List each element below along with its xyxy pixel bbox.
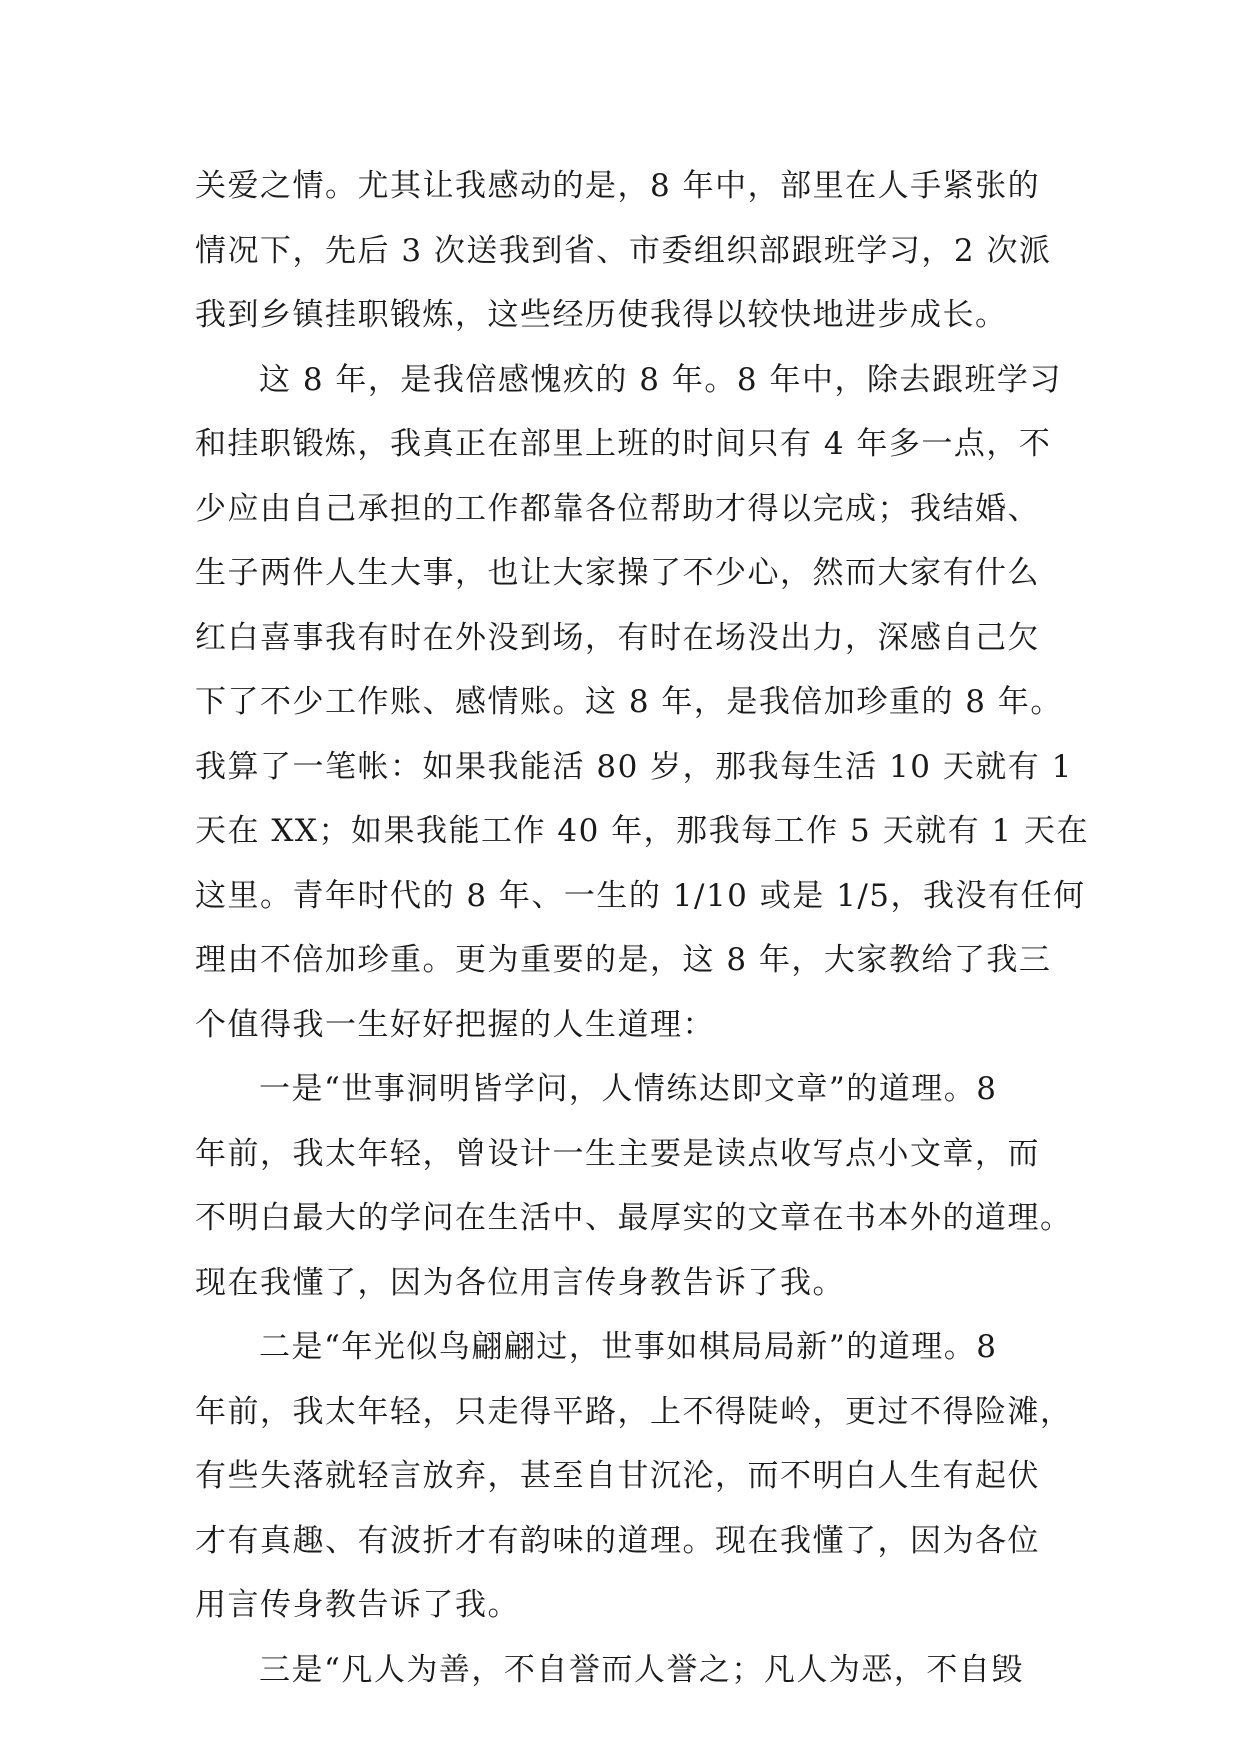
- text-line: 关爱之情。尤其让我感动的是，8 年中，部里在人手紧张的: [195, 168, 1041, 204]
- text-line: 红白喜事我有时在外没到场，有时在场没出力，深感自己欠: [195, 619, 1040, 656]
- body-text: [195, 154, 1090, 1702]
- text-line: 情况下，先后 3 次送我到省、市委组织部跟班学习，2 次派: [195, 232, 1052, 269]
- text-line: 年前，我太年轻，曾设计一生主要是读点收写点小文章，而: [195, 1135, 1040, 1172]
- text-line: 有些失落就轻言放弃，甚至自甘沉沦，而不明白人生有起伏: [195, 1458, 1040, 1494]
- text-line: 用言传身教告诉了我。: [195, 1587, 520, 1623]
- paragraph-start-line: 这 8 年，是我倍感愧疚的 8 年。8 年中，除去跟班学习: [259, 361, 1062, 398]
- text-line: 才有真趣、有波折才有韵味的道理。现在我懂了，因为各位: [195, 1522, 1040, 1559]
- text-line: 和挂职锻炼，我真正在部里上班的时间只有 4 年多一点，不: [195, 426, 1052, 462]
- paragraph-start-line: 二是“年光似鸟翩翩过，世事如棋局局新”的道理。8: [259, 1329, 998, 1365]
- text-line: 下了不少工作账、感情账。这 8 年，是我倍加珍重的 8 年。: [195, 684, 1063, 720]
- text-line: 现在我懂了，因为各位用言传身教告诉了我。: [195, 1264, 845, 1301]
- text-line: 这里。青年时代的 8 年、一生的 1/10 或是 1/5，我没有任何: [195, 877, 1086, 914]
- text-line: 不明白最大的学问在生活中、最厚实的文章在书本外的道理。: [195, 1200, 1073, 1236]
- text-line: 个值得我一生好好把握的人生道理：: [195, 1006, 715, 1043]
- text-line: 年前，我太年轻，只走得平路，上不得陡岭，更过不得险滩，: [195, 1393, 1073, 1430]
- text-line: 少应由自己承担的工作都靠各位帮助才得以完成；我结婚、: [195, 490, 1040, 527]
- text-line: 理由不倍加珍重。更为重要的是，这 8 年，大家教给了我三: [195, 942, 1052, 978]
- paragraph-start-line: 一是“世事洞明皆学问，人情练达即文章”的道理。8: [259, 1071, 998, 1107]
- text-line: 我到乡镇挂职锻炼，这些经历使我得以较快地进步成长。: [195, 297, 1008, 333]
- text-line: 生子两件人生大事，也让大家操了不少心，然而大家有什么: [195, 555, 1040, 591]
- text-line: 我算了一笔帐：如果我能活 80 岁，那我每生活 10 天就有 1: [195, 748, 1073, 785]
- text-line: 天在 XX；如果我能工作 40 年，那我每工作 5 天就有 1 天在: [195, 813, 1090, 849]
- paragraph-start-line: 三是“凡人为善，不自誉而人誉之；凡人为恶，不自毁: [259, 1651, 1024, 1688]
